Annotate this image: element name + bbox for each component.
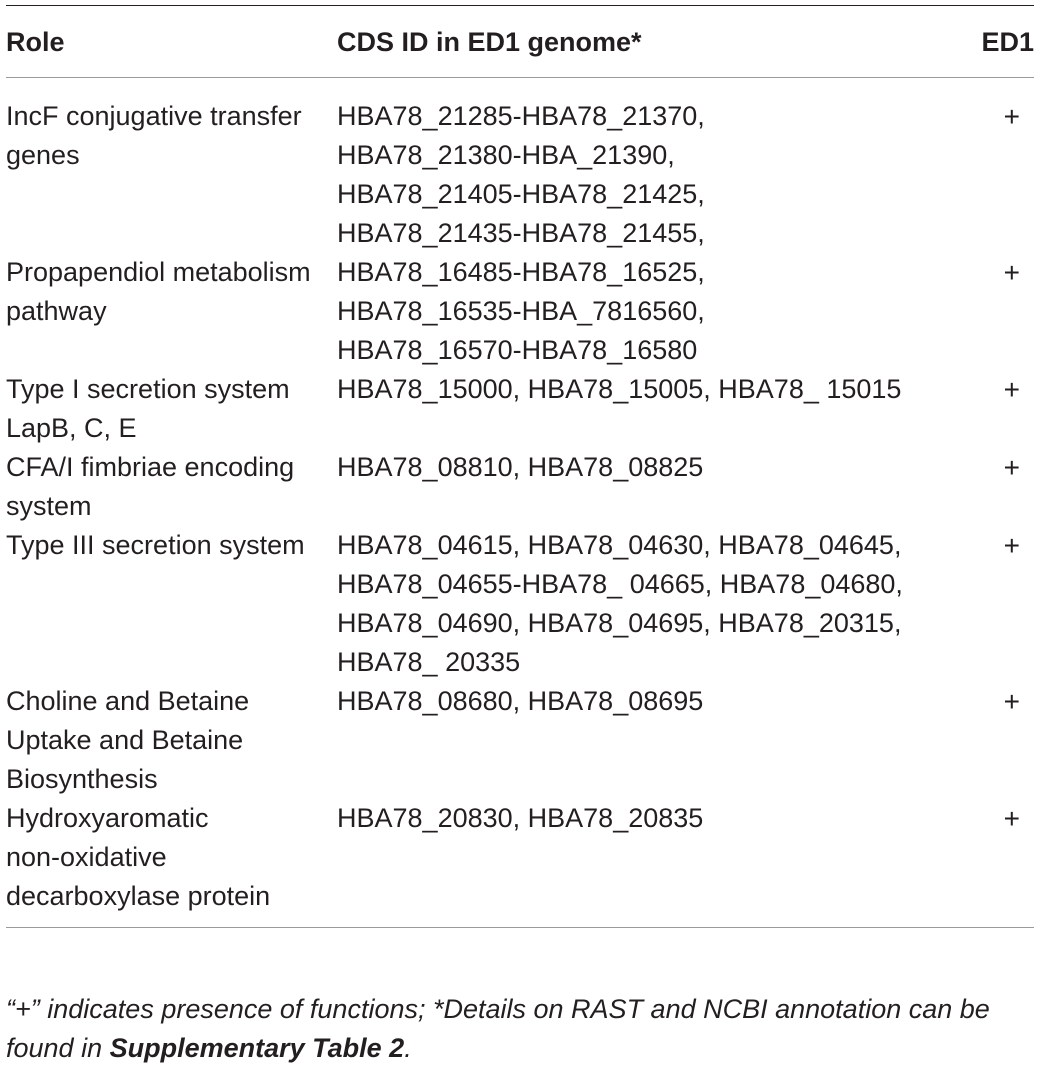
cell-cds-id-line: HBA78_21380-HBA_21390, [337,140,675,170]
cell-cds-id [337,448,977,526]
cell-role [6,448,337,526]
cell-role-line: Uptake and Betaine [6,725,244,755]
cell-role [6,78,337,254]
table-header [6,6,1034,78]
cell-role-line: decarboxylase protein [6,881,271,911]
header-cds-id: CDS ID in ED1 genome* [337,26,642,57]
cell-role [6,370,337,448]
gene-role-table [6,5,1034,928]
cell-ed1-presence: + [1003,452,1020,483]
cell-cds-id-line: HBA78_04615, HBA78_04630, HBA78_04645, [337,530,902,560]
cell-ed1-presence: + [1003,374,1020,405]
table-row [6,526,1034,682]
table-row [6,448,1034,526]
cell-cds-id-line: HBA78_15000, HBA78_15005, HBA78_ 15015 [337,374,902,404]
table-row [6,253,1034,370]
cell-ed1-presence: + [1003,530,1020,561]
cell-cds-id [337,253,977,370]
cell-role-line: Hydroxyaromatic [6,803,209,833]
cell-role-line: system [6,491,92,521]
cell-role [6,799,337,928]
cell-role-line: Choline and Betaine [6,686,250,716]
cell-cds-id-line: HBA78_16570-HBA78_16580 [337,335,698,365]
cell-role-line: non-oxidative [6,842,167,872]
cell-cds-id [337,78,977,254]
header-role: Role [6,26,65,57]
header-row [6,6,1034,78]
header-ed1: ED1 [981,26,1034,57]
cell-cds-id [337,526,977,682]
cell-role-line: CFA/I fimbriae encoding [6,452,295,482]
cell-cds-id-line: HBA78_08810, HBA78_08825 [337,452,704,482]
cell-cds-id [337,370,977,448]
cell-role-line: genes [6,140,80,170]
cell-cds-id-line: HBA78_04690, HBA78_04695, HBA78_20315, [337,608,902,638]
cell-cds-id [337,799,977,928]
cell-ed1-presence: + [1003,257,1020,288]
cell-role-line: pathway [6,296,107,326]
footnote-link-supplementary-table: Supplementary Table 2 [109,1033,405,1063]
cell-cds-id-line: HBA78_ 20335 [337,647,521,677]
cell-role-line: Type III secretion system [6,530,305,560]
cell-ed1-presence: + [1003,686,1020,717]
cell-cds-id-line: HBA78_21435-HBA78_21455, [337,218,705,248]
cell-ed1-presence: + [1003,803,1020,834]
cell-role [6,253,337,370]
table-body [6,78,1034,928]
cell-role-line: Type I secretion system [6,374,290,404]
table-row [6,370,1034,448]
cell-cds-id-line: HBA78_21405-HBA78_21425, [337,179,705,209]
cell-role [6,526,337,682]
footnote-end: . [404,1033,412,1063]
footnote-text: “+” indicates presence of functions; *Details on RAST and NCBI annotation can be found in [6,994,990,1063]
table-row [6,799,1034,928]
cell-cds-id-line: HBA78_21285-HBA78_21370, [337,101,705,131]
cell-cds-id-line: HBA78_04655-HBA78_ 04665, HBA78_04680, [337,569,903,599]
cell-cds-id-line: HBA78_16535-HBA_7816560, [337,296,705,326]
cell-role-line: Biosynthesis [6,764,158,794]
table-row [6,682,1034,799]
table-footnote [6,990,1038,1068]
cell-cds-id-line: HBA78_20830, HBA78_20835 [337,803,704,833]
cell-ed1-presence: + [1003,101,1020,132]
table-row [6,78,1034,254]
cell-cds-id [337,682,977,799]
cell-cds-id-line: HBA78_16485-HBA78_16525, [337,257,705,287]
cell-role [6,682,337,799]
cell-cds-id-line: HBA78_08680, HBA78_08695 [337,686,704,716]
cell-role-line: IncF conjugative transfer [6,101,302,131]
cell-role-line: Propapendiol metabolism [6,257,311,287]
cell-role-line: LapB, C, E [6,413,137,443]
